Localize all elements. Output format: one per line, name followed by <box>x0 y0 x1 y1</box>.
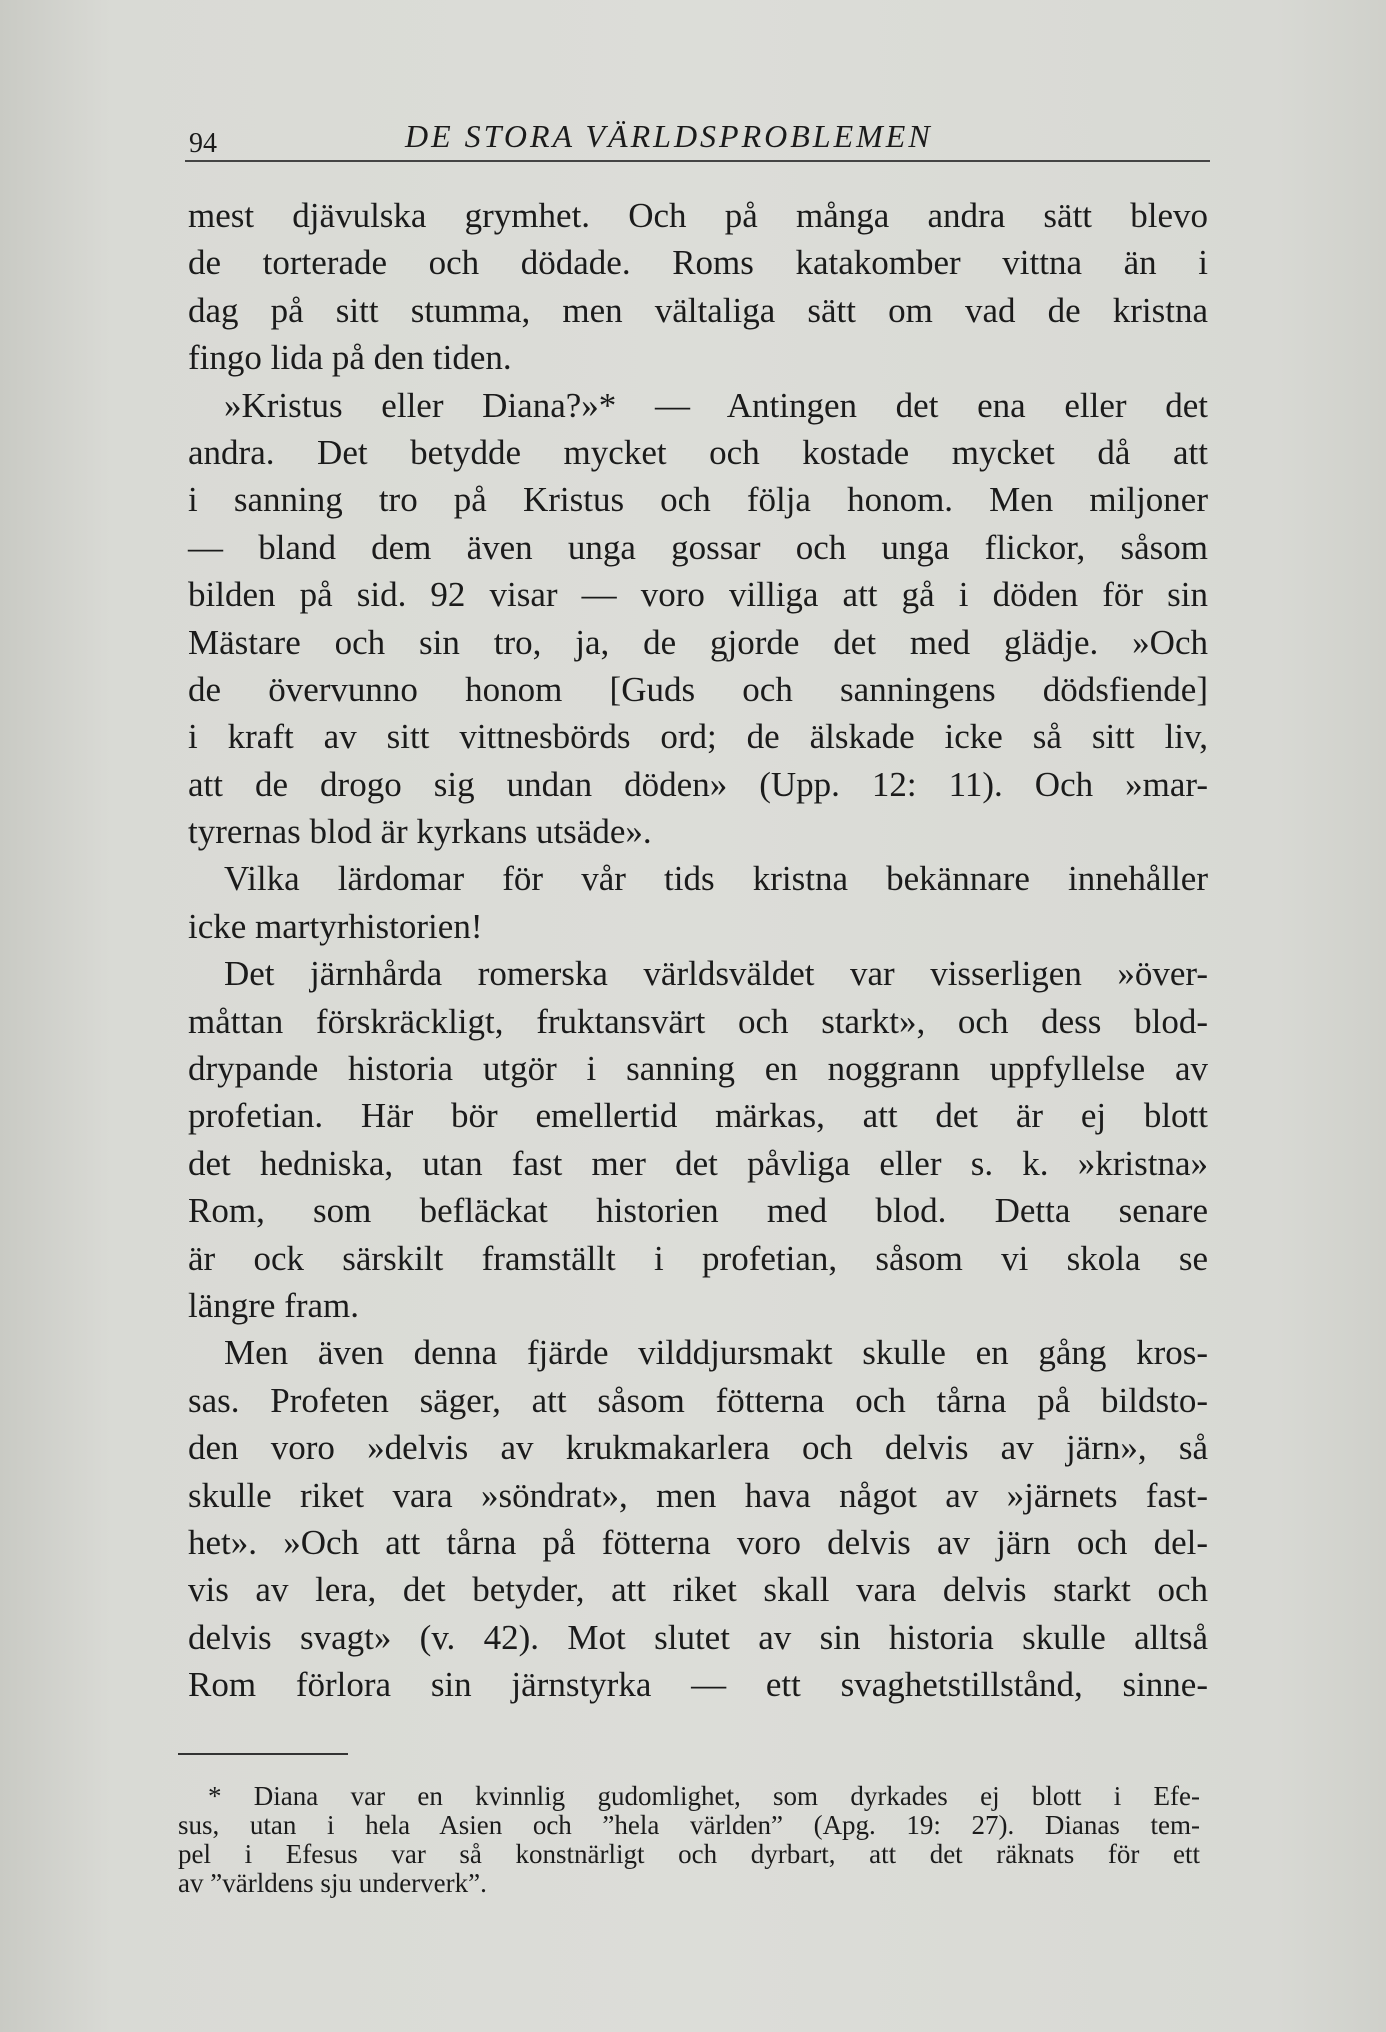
text-line: Vilka lärdomar för vår tids kristna bekännare innehåller <box>224 859 1208 899</box>
text-line: Mästare och sin tro, ja, de gjorde det med glädje. »Och <box>188 622 1208 662</box>
text-line: profetian. Här bör emellertid märkas, att det är ej blott <box>188 1096 1208 1136</box>
text-line: icke martyrhistorien! <box>188 906 483 946</box>
text-line: den voro »delvis av krukmakarlera och delvis av järn», så <box>188 1428 1208 1468</box>
text-line: »Kristus eller Diana?»* — Antingen det ena eller det <box>224 385 1208 425</box>
text-line: andra. Det betydde mycket och kostade mycket då att <box>188 432 1208 472</box>
text-line: het». »Och att tårna på fötterna voro delvis av järn och del- <box>188 1522 1208 1562</box>
footnote-line: pel i Efesus var så konstnärligt och dyrbart, att det räknats för ett <box>178 1839 1200 1869</box>
text-line: i sanning tro på Kristus och följa honom. Men miljoner <box>188 480 1208 520</box>
footnote-line: av ”världens sju underverk”. <box>178 1868 487 1898</box>
footnote-line: sus, utan i hela Asien och ”hela världen” (Apg. 19: 27). Dianas tem- <box>178 1810 1200 1840</box>
text-line: tyrernas blod är kyrkans utsäde». <box>188 812 652 852</box>
text-line: det hedniska, utan fast mer det påvliga eller s. k. »kristna» <box>188 1143 1208 1183</box>
text-line: mest djävulska grymhet. Och på många andra sätt blevo <box>188 196 1208 235</box>
text-line: fingo lida på den tiden. <box>188 338 512 378</box>
text-line: Det järnhårda romerska världsväldet var visserligen »över- <box>224 954 1208 994</box>
text-line: — bland dem även unga gossar och unga flickor, såsom <box>188 527 1208 567</box>
text-line: drypande historia utgör i sanning en noggrann uppfyllelse av <box>188 1049 1208 1089</box>
body-text <box>188 192 1208 1709</box>
running-title: DE STORA VÄRLDSPROBLEMEN <box>405 118 933 154</box>
text-line: sas. Profeten säger, att såsom fötterna och tårna på bildsto- <box>188 1380 1208 1420</box>
footnote-line: * Diana var en kvinnlig gudomlighet, som dyrkades ej blott i Efe- <box>208 1781 1200 1811</box>
text-line: vis av lera, det betyder, att riket skall vara delvis starkt och <box>188 1570 1208 1610</box>
text-line: delvis svagt» (v. 42). Mot slutet av sin historia skulle alltså <box>188 1617 1208 1657</box>
text-line: längre fram. <box>188 1285 360 1325</box>
text-line: Rom förlora sin järnstyrka — ett svaghetstillstånd, sinne- <box>188 1665 1208 1705</box>
page-number: 94 <box>189 128 217 159</box>
text-line: de övervunno honom [Guds och sanningens dödsfiende] <box>188 669 1208 709</box>
text-line: i kraft av sitt vittnesbörds ord; de älskade icke så sitt liv, <box>188 717 1208 757</box>
text-line: att de drogo sig undan döden» (Upp. 12: 11). Och »mar- <box>188 764 1208 804</box>
text-line: Men även denna fjärde vilddjursmakt skulle en gång kros- <box>224 1333 1208 1373</box>
footnote-divider <box>178 1753 348 1755</box>
text-line: måttan förskräckligt, fruktansvärt och starkt», och dess blod- <box>188 1001 1208 1041</box>
text-line: dag på sitt stumma, men vältaliga sätt om vad de kristna <box>188 290 1208 330</box>
text-line: skulle riket vara »söndrat», men hava något av »järnets fast- <box>188 1475 1208 1515</box>
page-header <box>185 118 1210 162</box>
text-line: de torterade och dödade. Roms katakomber vittna än i <box>188 243 1208 283</box>
footnote <box>178 1782 1200 1898</box>
text-line: bilden på sid. 92 visar — voro villiga att gå i döden för sin <box>188 575 1208 615</box>
text-line: Rom, som befläckat historien med blod. Detta senare <box>188 1191 1208 1231</box>
text-line: är ock särskilt framställt i profetian, såsom vi skola se <box>188 1238 1208 1278</box>
